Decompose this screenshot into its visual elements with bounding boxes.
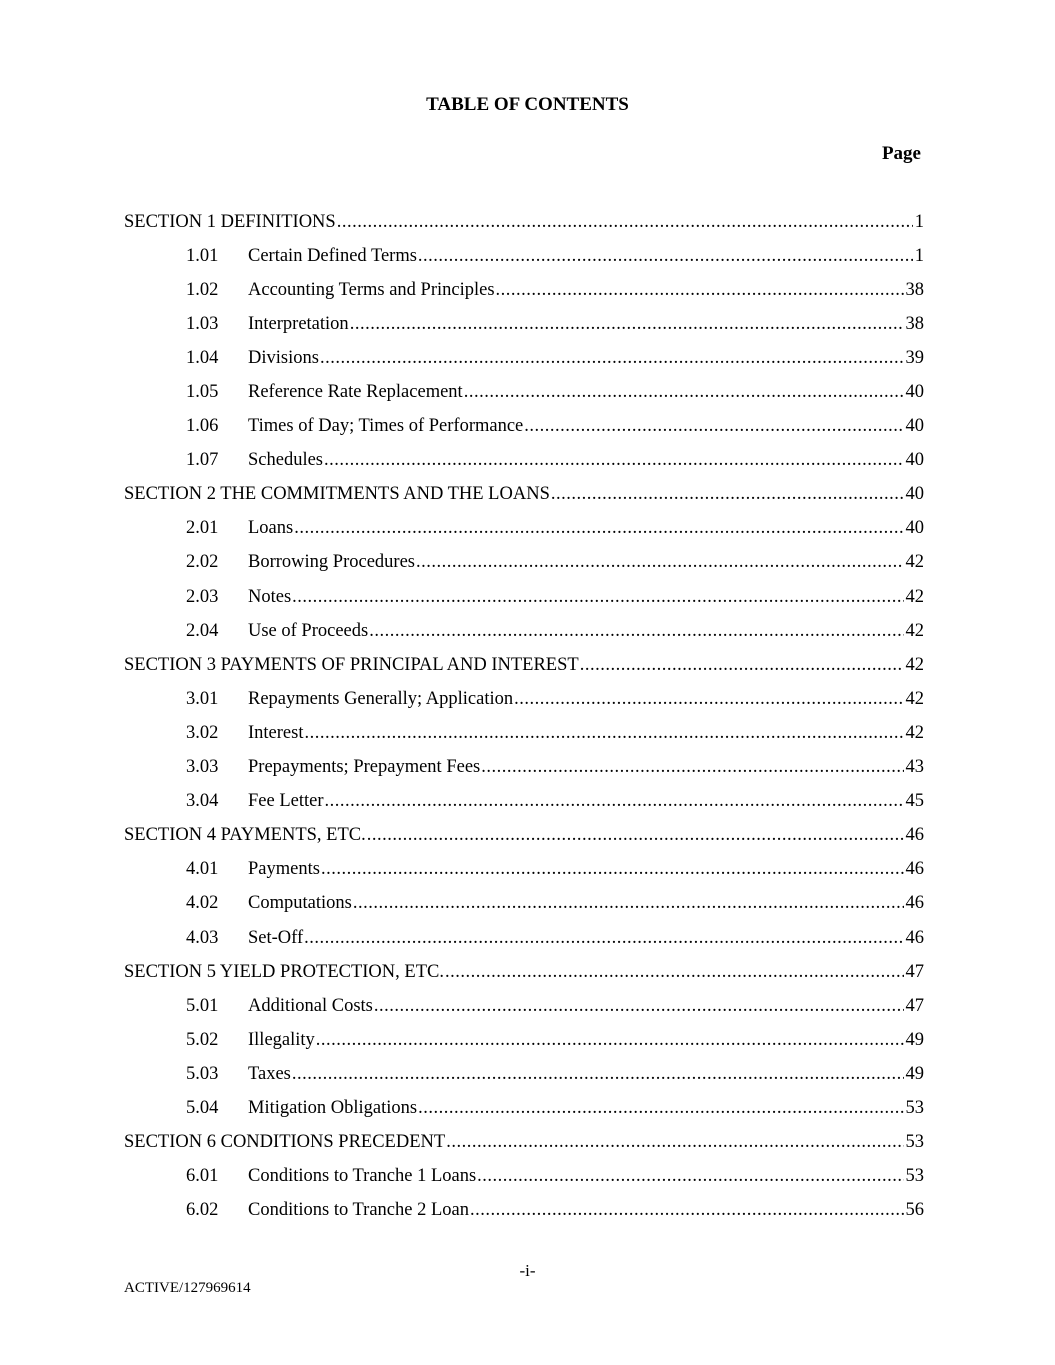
toc-page-number: 46 — [905, 825, 924, 846]
toc-entry-number: 4.02 — [186, 893, 219, 914]
toc-subsection-row[interactable] — [124, 307, 924, 341]
toc-entry-title: Computations — [248, 893, 352, 914]
dot-leader — [514, 689, 903, 710]
dot-leader — [350, 314, 904, 335]
toc-page-number: 49 — [905, 1063, 924, 1084]
toc-entry-number: 1.04 — [186, 347, 219, 368]
toc-section-row[interactable] — [124, 955, 924, 989]
toc-page-number: 38 — [905, 313, 924, 334]
toc-subsection-row[interactable] — [124, 1057, 924, 1091]
toc-entry-number: 1.05 — [186, 382, 219, 403]
toc-entry-title: Repayments Generally; Application — [248, 688, 514, 709]
toc-entry-number: 4.03 — [186, 927, 219, 948]
toc-page-number: 40 — [905, 518, 924, 539]
toc-subsection-row[interactable] — [124, 614, 924, 648]
toc-subsection-row[interactable] — [124, 1194, 924, 1228]
dot-leader — [292, 587, 903, 608]
dot-leader — [337, 212, 913, 233]
toc-page-number: 42 — [905, 620, 924, 641]
toc-subsection-row[interactable] — [124, 716, 924, 750]
toc-page-number: 49 — [905, 1029, 924, 1050]
toc-subsection-row[interactable] — [124, 410, 924, 444]
dot-leader — [496, 280, 904, 301]
toc-page-number: 46 — [905, 893, 924, 914]
toc-page-number: 38 — [905, 279, 924, 300]
toc-subsection-row[interactable] — [124, 444, 924, 478]
toc-subsection-row[interactable] — [124, 853, 924, 887]
toc-page-number: 42 — [905, 586, 924, 607]
toc-entry-number: 3.03 — [186, 757, 219, 778]
toc-page-number: 45 — [905, 791, 924, 812]
toc-subsection-row[interactable] — [124, 921, 924, 955]
toc-entry-title: Additional Costs — [248, 995, 373, 1016]
dot-leader — [374, 996, 904, 1017]
toc-section-row[interactable] — [124, 478, 924, 512]
dot-leader — [464, 382, 904, 403]
toc-entry-title: Illegality — [248, 1029, 315, 1050]
toc-entry-number: 2.03 — [186, 586, 219, 607]
toc-entry-number: 5.02 — [186, 1029, 219, 1050]
toc-entry-title: Interpretation — [248, 313, 349, 334]
dot-leader — [324, 450, 903, 471]
dot-leader — [580, 655, 904, 676]
toc-page-number: 47 — [905, 995, 924, 1016]
toc-page-number: 40 — [905, 382, 924, 403]
table-of-contents — [124, 205, 924, 1228]
toc-entry-number: 3.01 — [186, 688, 219, 709]
toc-entry-number: 5.01 — [186, 995, 219, 1016]
toc-subsection-row[interactable] — [124, 546, 924, 580]
toc-entry-title: Accounting Terms and Principles — [248, 279, 495, 300]
toc-subsection-row[interactable] — [124, 751, 924, 785]
toc-section-row[interactable] — [124, 648, 924, 682]
toc-page-number: 53 — [905, 1166, 924, 1187]
toc-entry-title: SECTION 1 DEFINITIONS — [124, 211, 336, 232]
toc-entry-title: Schedules — [248, 450, 324, 471]
toc-subsection-row[interactable] — [124, 682, 924, 716]
toc-entry-number: 1.02 — [186, 279, 219, 300]
toc-section-row[interactable] — [124, 205, 924, 239]
toc-page-number: 56 — [905, 1200, 924, 1221]
toc-entry-title: SECTION 2 THE COMMITMENTS AND THE LOANS — [124, 484, 550, 505]
toc-entry-title: Fee Letter — [248, 791, 324, 812]
toc-subsection-row[interactable] — [124, 580, 924, 614]
toc-subsection-row[interactable] — [124, 239, 924, 273]
toc-subsection-row[interactable] — [124, 1023, 924, 1057]
dot-leader — [367, 825, 904, 846]
dot-leader — [416, 552, 904, 573]
dot-leader — [418, 246, 913, 267]
toc-subsection-row[interactable] — [124, 989, 924, 1023]
toc-page-number: 43 — [905, 757, 924, 778]
toc-page-number: 40 — [905, 484, 924, 505]
toc-entry-title: Divisions — [248, 347, 319, 368]
dot-leader — [445, 962, 904, 983]
dot-leader — [304, 723, 903, 744]
toc-page-number: 1 — [914, 211, 924, 232]
toc-page-number: 40 — [905, 416, 924, 437]
dot-leader — [524, 416, 903, 437]
toc-page-number: 40 — [905, 450, 924, 471]
document-id: ACTIVE/127969614 — [124, 1280, 251, 1296]
toc-entry-number: 3.04 — [186, 791, 219, 812]
dot-leader — [294, 518, 903, 539]
toc-page-number: 1 — [914, 245, 924, 266]
toc-subsection-row[interactable] — [124, 375, 924, 409]
dot-leader — [369, 621, 903, 642]
toc-entry-number: 2.01 — [186, 518, 219, 539]
toc-entry-title: Conditions to Tranche 2 Loan — [248, 1200, 469, 1221]
toc-entry-title: SECTION 5 YIELD PROTECTION, ETC. — [124, 961, 444, 982]
dot-leader — [551, 484, 904, 505]
toc-entry-title: Loans — [248, 518, 294, 539]
dot-leader — [320, 348, 904, 369]
dot-leader — [304, 928, 903, 949]
toc-page-number: 42 — [905, 688, 924, 709]
toc-entry-number: 4.01 — [186, 859, 219, 880]
toc-entry-number: 1.06 — [186, 416, 219, 437]
toc-page-number: 46 — [905, 927, 924, 948]
footer-page-number: -i- — [519, 1261, 536, 1280]
toc-entry-title: Use of Proceeds — [248, 620, 369, 641]
toc-page-number: 46 — [905, 859, 924, 880]
toc-entry-title: Certain Defined Terms — [248, 245, 417, 266]
toc-subsection-row[interactable] — [124, 887, 924, 921]
toc-entry-title: Borrowing Procedures — [248, 552, 415, 573]
toc-subsection-row[interactable] — [124, 785, 924, 819]
toc-entry-title: SECTION 4 PAYMENTS, ETC. — [124, 825, 366, 846]
toc-subsection-row[interactable] — [124, 341, 924, 375]
toc-entry-number: 1.01 — [186, 245, 219, 266]
toc-entry-number: 1.03 — [186, 313, 219, 334]
toc-subsection-row[interactable] — [124, 273, 924, 307]
toc-entry-number: 5.03 — [186, 1063, 219, 1084]
toc-entry-number: 6.01 — [186, 1166, 219, 1187]
page-column-header: Page — [881, 143, 921, 164]
toc-entry-title: Reference Rate Replacement — [248, 382, 463, 403]
toc-page-number: 42 — [905, 722, 924, 743]
toc-entry-title: Conditions to Tranche 1 Loans — [248, 1166, 477, 1187]
dot-leader — [316, 1030, 904, 1051]
toc-subsection-row[interactable] — [124, 512, 924, 546]
toc-entry-number: 1.07 — [186, 450, 219, 471]
toc-entry-title: Set-Off — [248, 927, 304, 948]
dot-leader — [353, 893, 904, 914]
dot-leader — [325, 791, 904, 812]
dot-leader — [477, 1166, 903, 1187]
toc-subsection-row[interactable] — [124, 1091, 924, 1125]
toc-entry-title: Times of Day; Times of Performance — [248, 416, 524, 437]
toc-section-row[interactable] — [124, 1126, 924, 1160]
dot-leader — [321, 859, 904, 880]
dot-leader — [470, 1200, 904, 1221]
toc-entry-title: SECTION 3 PAYMENTS OF PRINCIPAL AND INTEREST — [124, 654, 579, 675]
page-title: TABLE OF CONTENTS — [426, 94, 629, 115]
toc-page-number: 53 — [905, 1097, 924, 1118]
toc-page-number: 47 — [905, 961, 924, 982]
toc-entry-title: Prepayments; Prepayment Fees — [248, 757, 481, 778]
toc-entry-number: 6.02 — [186, 1200, 219, 1221]
dot-leader — [481, 757, 903, 778]
toc-entry-number: 3.02 — [186, 722, 219, 743]
toc-entry-title: SECTION 6 CONDITIONS PRECEDENT — [124, 1132, 446, 1153]
toc-section-row[interactable] — [124, 819, 924, 853]
toc-entry-number: 2.02 — [186, 552, 219, 573]
dot-leader — [292, 1064, 904, 1085]
toc-entry-title: Payments — [248, 859, 320, 880]
dot-leader — [446, 1132, 903, 1153]
toc-page-number: 53 — [905, 1132, 924, 1153]
toc-entry-title: Mitigation Obligations — [248, 1097, 418, 1118]
toc-page-number: 39 — [905, 347, 924, 368]
toc-entry-title: Interest — [248, 722, 304, 743]
toc-entry-number: 5.04 — [186, 1097, 219, 1118]
toc-page-number: 42 — [905, 552, 924, 573]
dot-leader — [418, 1098, 903, 1119]
toc-page-number: 42 — [905, 654, 924, 675]
toc-entry-number: 2.04 — [186, 620, 219, 641]
toc-entry-title: Taxes — [248, 1063, 291, 1084]
toc-entry-title: Notes — [248, 586, 292, 607]
toc-subsection-row[interactable] — [124, 1160, 924, 1194]
